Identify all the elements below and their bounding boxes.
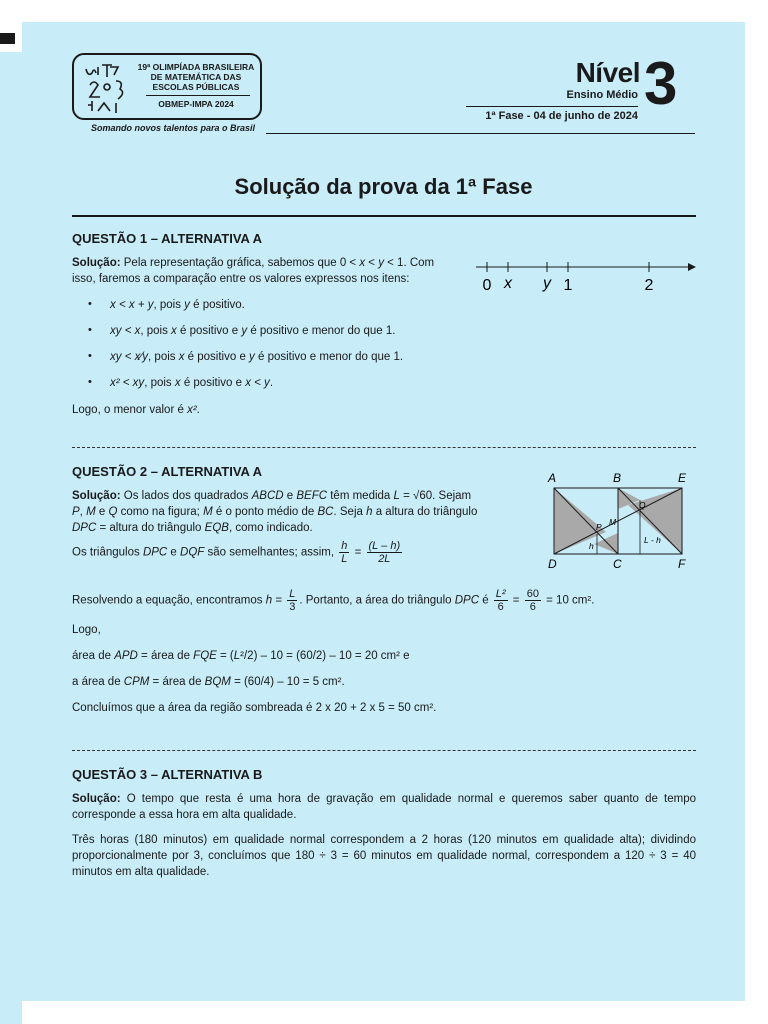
q1-bullet-text: é positivo. <box>189 299 245 311</box>
q2-text: como na figura; <box>117 506 204 518</box>
q1-intro-text: < 1. Com <box>383 257 435 269</box>
q2-var: M <box>86 506 96 518</box>
label-d: D <box>548 557 557 571</box>
q1-bullet-expr: xy < x⁄y <box>110 351 149 363</box>
fraction-denominator: 3 <box>289 601 296 613</box>
label-l-minus-h: L - h <box>644 535 661 545</box>
q2-text: é o ponto médio de <box>212 506 318 518</box>
q2-text: têm medida <box>327 490 394 502</box>
q2-conclusion: Concluímos que a área da região sombreada é 2 x 20 + 2 x 5 = 50 cm². <box>72 702 437 714</box>
q1-intro-line2: isso, faremos a comparação entre os valores expressos nos itens: <box>72 273 410 285</box>
q2-text: é <box>479 594 492 607</box>
numline-label-1: 1 <box>563 277 573 294</box>
q1-bullet-text: , pois <box>153 299 185 311</box>
bullet-dot: • <box>88 350 92 362</box>
nivel-number: 3 <box>644 50 678 117</box>
q1-bullet-expr: xy < x <box>110 325 141 337</box>
q2-text: , <box>79 506 87 518</box>
q1-bullet-var: y <box>184 299 190 311</box>
logo-divider <box>146 95 250 96</box>
q2-text: = área de <box>137 650 194 662</box>
q3-paragraph-1 <box>72 791 696 823</box>
logo-line-2: DE MATEMÁTICA DAS <box>150 72 242 82</box>
fraction-numerator: L <box>289 588 296 600</box>
q1-bullet-2 <box>110 323 395 339</box>
corner-mark <box>0 33 15 44</box>
page-title: Solução da prova da 1ª Fase <box>234 174 533 199</box>
q2-text: e <box>95 506 109 518</box>
label-a: A <box>548 471 557 485</box>
label-h: h <box>589 541 594 551</box>
nivel-label: Nível <box>575 57 640 88</box>
q2-var: BC <box>317 506 334 518</box>
logo-line-3: ESCOLAS PÚBLICAS <box>152 82 240 92</box>
q1-bullet-text: é positivo e <box>176 325 242 337</box>
q2-text: = área de <box>149 676 205 688</box>
q1-bullet-var: x <box>174 377 181 389</box>
bullet-dot: • <box>88 324 92 336</box>
fraction-denominator: 2L <box>378 553 391 565</box>
ensino-label: Ensino Médio <box>566 89 638 101</box>
label-c: C <box>613 557 622 571</box>
q2-var: BQM <box>204 676 231 688</box>
q1-bullet-text: é positivo e menor do que 1. <box>254 351 404 363</box>
q2-var: DQF <box>180 546 205 559</box>
q1-bullet-text: , pois <box>148 351 179 363</box>
label-e: E <box>678 471 687 485</box>
bullet-dot: • <box>88 298 92 310</box>
q2-logo: Logo, <box>72 624 101 636</box>
logo-tagline: Somando novos talentos para o Brasil <box>90 123 256 133</box>
fraction <box>339 540 349 565</box>
adjacent-page-strip <box>0 52 22 1024</box>
fraction-denominator: 6 <box>529 601 536 613</box>
q2-figure <box>542 470 692 572</box>
q2-var: L <box>393 490 400 502</box>
q1-heading: QUESTÃO 1 – ALTERNATIVA A <box>72 231 262 246</box>
q2-text: Os triângulos <box>72 546 143 559</box>
q1-conclusion-text: . <box>196 404 200 416</box>
q1-bullet-3 <box>110 349 403 365</box>
q2-text: a altura do triângulo <box>372 506 478 518</box>
header-rule <box>266 133 695 134</box>
logo-line-4: OBMEP-IMPA 2024 <box>158 99 234 109</box>
q2-text: Resolvendo a equação, encontramos <box>72 594 266 607</box>
q1-solution-label: Solução: <box>72 257 121 269</box>
q2-area-2 <box>72 674 345 690</box>
numline-label-2: 2 <box>644 277 654 294</box>
q2-text: = (60/4) – 10 = 5 cm². <box>230 676 345 688</box>
q2-var: L <box>233 650 241 662</box>
q1-conclusion-var: x² <box>187 404 197 416</box>
q2-var: DPC <box>454 594 479 607</box>
document-page <box>22 22 745 1001</box>
section-divider <box>72 447 696 448</box>
fraction-numerator: h <box>341 540 348 552</box>
q1-bullet-expr: x < x + y <box>110 299 154 311</box>
q2-text: a área de <box>72 676 124 688</box>
q2-text: = √60. Sejam <box>399 490 472 502</box>
section-divider <box>72 750 696 751</box>
q1-bullet-4 <box>110 375 273 391</box>
q3-text: O tempo que resta é uma hora de gravação em qualidade normal e queremos saber quanto de tempo corresponde a essa hora em alta qualidade. <box>72 793 696 821</box>
q2-heading: QUESTÃO 2 – ALTERNATIVA A <box>72 464 262 479</box>
q2-text: , como indicado. <box>228 522 313 534</box>
label-p: P <box>596 522 602 532</box>
q2-var: CPM <box>123 676 150 688</box>
q2-var: ABCD <box>251 490 284 502</box>
q2-area-1 <box>72 648 410 664</box>
q2-var: DPC <box>72 522 97 534</box>
q1-bullet-var: x < y <box>245 377 270 389</box>
q1-bullet-text: , pois <box>144 377 175 389</box>
fraction-denominator: L <box>341 553 348 565</box>
q2-var: BEFC <box>296 490 328 502</box>
q2-text: = <box>272 594 286 607</box>
q2-text: ²/2) – 10 = (60/2) – 10 = 20 cm² e <box>240 650 410 662</box>
q3-solution-label: Solução: <box>72 793 121 805</box>
bullet-dot: • <box>88 376 92 388</box>
equals-sign: = <box>512 594 520 607</box>
q2-var: Q <box>108 506 118 518</box>
q2-text: = altura do triângulo <box>96 522 205 534</box>
q2-text: . Portanto, a área do triângulo <box>299 594 455 607</box>
number-line <box>474 258 700 298</box>
fase-date: 1ª Fase - 04 de junho de 2024 <box>485 110 638 122</box>
numline-label-y: y <box>543 275 551 292</box>
fraction <box>494 588 508 613</box>
logo-line-1: 19ª OLIMPÍADA BRASILEIRA <box>137 62 255 72</box>
q2-var: h <box>265 594 273 607</box>
q1-bullet-var: x <box>178 351 185 363</box>
q1-bullet-text: é positivo e <box>184 351 250 363</box>
label-m: M <box>609 517 617 527</box>
q2-text: são semelhantes; assim, <box>204 546 338 559</box>
fraction <box>367 540 403 565</box>
label-f: F <box>678 557 686 571</box>
q1-conclusion-text: Logo, o menor valor é <box>72 404 188 416</box>
label-q: Q <box>639 500 646 510</box>
q2-text: área de <box>72 650 115 662</box>
obmep-logo <box>72 53 262 120</box>
q2-text: = 10 cm². <box>542 594 595 607</box>
q2-text: Os lados dos quadrados <box>120 490 252 502</box>
q2-intro <box>72 488 515 536</box>
q1-bullet-expr: x² < xy <box>110 377 145 389</box>
q1-bullet-var: x <box>171 325 177 337</box>
q2-var: h <box>366 506 373 518</box>
q1-bullet-text: é positivo e <box>180 377 246 389</box>
q1-bullet-text: é positivo e menor do que 1. <box>247 325 396 337</box>
q2-similarity <box>72 540 515 565</box>
q3-heading: QUESTÃO 3 – ALTERNATIVA B <box>72 767 263 782</box>
q1-intro-var: x <box>359 257 366 269</box>
fraction <box>525 588 541 613</box>
q2-text: e <box>167 546 181 559</box>
q2-var: M <box>203 506 213 518</box>
q1-bullet-1 <box>110 297 245 313</box>
q1-intro-var: y <box>378 257 384 269</box>
q2-text: e <box>283 490 297 502</box>
logo-glyph-icon <box>82 61 134 115</box>
q2-var: P <box>72 506 80 518</box>
ensino-divider <box>466 106 638 107</box>
fraction-numerator: (L – h) <box>368 540 401 552</box>
fraction-numerator: 60 <box>526 588 539 600</box>
fraction-denominator: 6 <box>497 601 504 613</box>
q2-resolution <box>72 588 594 613</box>
q2-var: EQB <box>204 522 229 534</box>
q2-var: FQE <box>193 650 217 662</box>
q2-var: DPC <box>142 546 168 559</box>
numline-label-0: 0 <box>482 277 492 294</box>
q3-paragraph-2: Três horas (180 minutos) em qualidade normal correspondem a 2 horas (120 minutos em qualidade alta); dividindo proporcionalmente por 3, concluímos que 180 ÷ 3 = 60 minutos em qualidade normal, correspondem a 120 ÷ 3 = 40 minutos em alta qualidade. <box>72 834 696 878</box>
q1-bullet-text: , pois <box>140 325 172 337</box>
arrow-icon <box>688 263 696 271</box>
fraction-numerator: L² <box>495 588 506 600</box>
title-rule <box>72 215 696 217</box>
q1-intro <box>72 255 462 287</box>
q1-bullet-var: y <box>241 325 248 337</box>
q2-text: = ( <box>216 650 234 662</box>
equals-sign: = <box>354 546 362 559</box>
q2-solution-label: Solução: <box>72 490 121 502</box>
q1-bullet-text: . <box>269 377 274 389</box>
q1-conclusion <box>72 402 200 418</box>
label-b: B <box>613 471 622 485</box>
q1-bullet-var: y <box>249 351 255 363</box>
q2-var: APD <box>114 650 138 662</box>
q1-intro-text: < <box>365 257 379 269</box>
q1-intro-text: Pela representação gráfica, sabemos que 0 < <box>120 257 360 269</box>
numline-label-x: x <box>504 275 512 292</box>
q2-text: . Seja <box>333 506 367 518</box>
fraction <box>287 588 297 613</box>
